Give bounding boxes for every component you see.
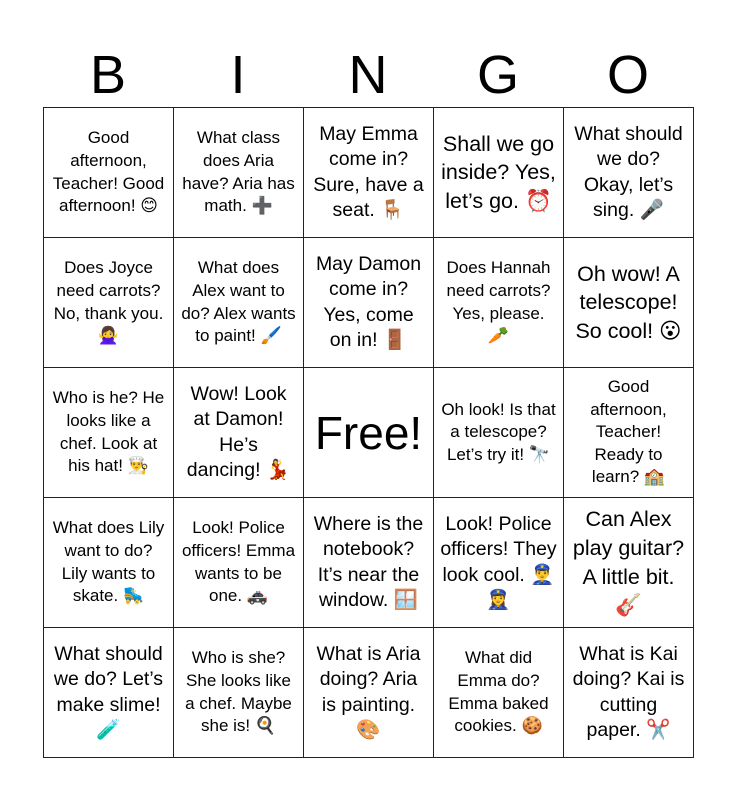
cell-text: What did Emma do? Emma baked cookies. 🍪 bbox=[448, 648, 549, 736]
cell-text: What is Aria doing? Aria is painting. 🎨 bbox=[316, 642, 421, 741]
header-letter-n: N bbox=[348, 45, 388, 105]
bingo-cell[interactable] bbox=[434, 498, 564, 628]
cell-text: Oh look! Is that a telescope? Let’s try it! 🔭 bbox=[441, 399, 556, 464]
header-letter-i: I bbox=[230, 45, 246, 105]
bingo-cell[interactable] bbox=[304, 108, 434, 238]
bingo-header bbox=[43, 46, 693, 104]
bingo-cell[interactable] bbox=[44, 368, 174, 498]
cell-text: May Damon come in? Yes, come on in! 🚪 bbox=[315, 252, 422, 351]
bingo-grid bbox=[43, 107, 694, 758]
cell-text: What is Kai doing? Kai is cutting paper. ✂️ bbox=[572, 642, 685, 741]
cell-text: Oh wow! A telescope! So cool! 😮 bbox=[575, 261, 682, 343]
cell-text: May Emma come in? Sure, have a seat. 🪑 bbox=[313, 122, 424, 221]
cell-text: Look! Police officers! Emma wants to be one. 🚓 bbox=[181, 518, 296, 606]
free-text: Free! bbox=[314, 406, 423, 459]
bingo-cell[interactable] bbox=[564, 238, 694, 368]
cell-text: Good afternoon, Teacher! Good afternoon! 😊 bbox=[52, 128, 165, 216]
cell-text: Does Hannah need carrots? Yes, please. 🥕 bbox=[446, 258, 551, 346]
bingo-cell[interactable] bbox=[44, 628, 174, 758]
bingo-cell[interactable] bbox=[564, 108, 694, 238]
free-cell[interactable] bbox=[304, 368, 434, 498]
cell-text: What does Alex want to do? Alex wants to paint! 🖌️ bbox=[181, 258, 296, 346]
cell-text: What class does Aria have? Aria has math. ➕ bbox=[182, 128, 295, 216]
header-letter-o: O bbox=[606, 45, 649, 105]
bingo-cell[interactable] bbox=[44, 238, 174, 368]
bingo-cell[interactable] bbox=[434, 368, 564, 498]
header-letter-b: B bbox=[89, 45, 127, 105]
bingo-cell[interactable] bbox=[304, 498, 434, 628]
bingo-cell[interactable] bbox=[304, 238, 434, 368]
bingo-cell[interactable] bbox=[174, 238, 304, 368]
bingo-cell[interactable] bbox=[564, 628, 694, 758]
cell-text: Look! Police officers! They look cool. 👮‍♂️👮‍♀️ bbox=[440, 512, 557, 611]
bingo-cell[interactable] bbox=[434, 238, 564, 368]
bingo-cell[interactable] bbox=[44, 498, 174, 628]
bingo-cell[interactable] bbox=[304, 628, 434, 758]
bingo-cell[interactable] bbox=[174, 108, 304, 238]
cell-text: Where is the notebook? It’s near the window. 🪟 bbox=[313, 512, 424, 611]
bingo-cell[interactable] bbox=[174, 628, 304, 758]
cell-text: Shall we go inside? Yes, let’s go. ⏰ bbox=[441, 131, 556, 213]
cell-text: Good afternoon, Teacher! Ready to learn? 🏫 bbox=[590, 376, 667, 487]
bingo-cell[interactable] bbox=[44, 108, 174, 238]
cell-text: Can Alex play guitar? A little bit. 🎸 bbox=[572, 507, 685, 618]
bingo-cell[interactable] bbox=[564, 368, 694, 498]
bingo-cell[interactable] bbox=[174, 498, 304, 628]
cell-text: Who is he? He looks like a chef. Look at his hat! 👨‍🍳 bbox=[52, 388, 165, 476]
bingo-cell[interactable] bbox=[434, 108, 564, 238]
cell-text: Who is she? She looks like a chef. Maybe she is! 🍳 bbox=[185, 648, 292, 736]
header-letter-g: G bbox=[476, 45, 519, 105]
bingo-cell[interactable] bbox=[434, 628, 564, 758]
cell-text: What does Lily want to do? Lily wants to skate. 🛼 bbox=[52, 518, 165, 606]
cell-text: Does Joyce need carrots? No, thank you. 🙅‍♀️ bbox=[53, 258, 164, 346]
cell-text: Wow! Look at Damon! He’s dancing! 💃 bbox=[186, 382, 291, 481]
cell-text: What should we do? Let’s make slime! 🧪 bbox=[53, 642, 164, 741]
cell-text: What should we do? Okay, let’s sing. 🎤 bbox=[574, 122, 683, 221]
bingo-cell[interactable] bbox=[564, 498, 694, 628]
bingo-cell[interactable] bbox=[174, 368, 304, 498]
